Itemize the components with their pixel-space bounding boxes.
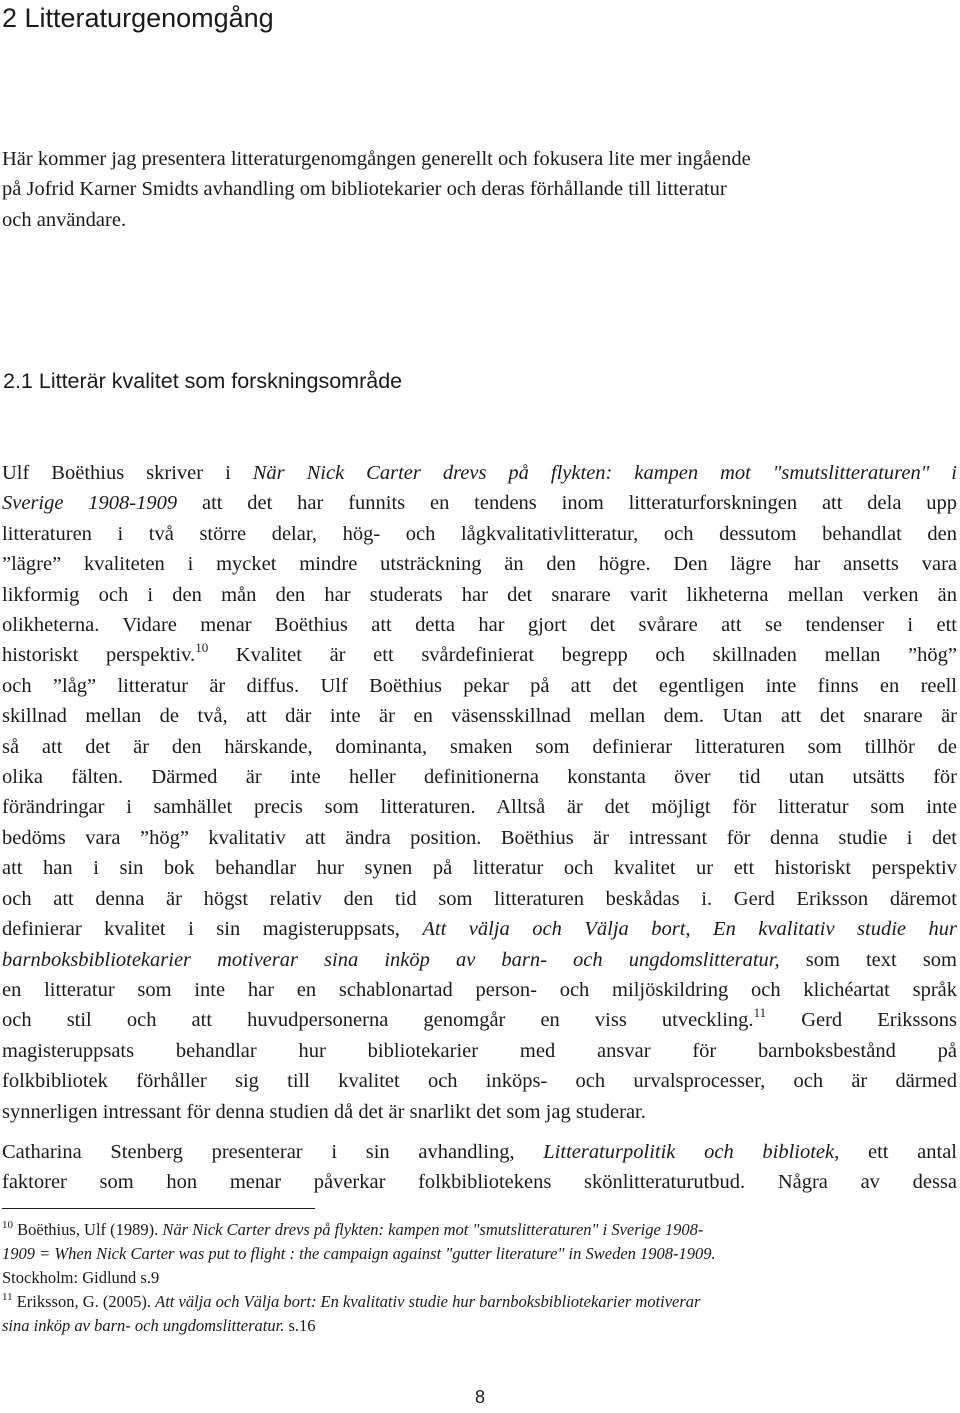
text-line: olika fälten. Därmed är inte heller definitionerna konstanta över tid utan utsätts för xyxy=(2,766,957,789)
body-paragraph-1 xyxy=(2,458,957,1127)
footnote-ref-10[interactable]: 10 xyxy=(195,640,209,656)
text-line: litteraturen i två större delar, hög- och lågkvalitativlitteratur, och dessutom behandlat den xyxy=(2,522,957,545)
intro-paragraph xyxy=(2,144,957,235)
text-line: och stil och att huvudpersonerna genomgår en viss utveckling.$^{11}$ Gerd Erikssons xyxy=(2,1005,957,1032)
text-line: förändringar i samhället precis som litteraturen. Alltså är det möjligt för litteratur som inte xyxy=(2,796,957,819)
text-line: Ulf Boëthius skriver i När Nick Carter drevs på flykten: kampen mot "smutslitteraturen" i xyxy=(2,462,958,484)
footnote-10-cont: 1909 = When Nick Carter was put to flight : the campaign against "gutter literature" in Sweden 1908-1909. xyxy=(2,1244,716,1263)
text-line: och att denna är högst relativ den tid som litteraturen beskådas i. Gerd Eriksson däremot xyxy=(2,887,957,910)
text-line: bedöms vara ”hög” kvalitativ att ändra position. Boëthius är intressant för denna studie i det xyxy=(2,826,957,849)
footnote-ref-11[interactable]: 11 xyxy=(753,1005,767,1021)
text-line: en litteratur som inte har en schablonartad person- och miljöskildring och klichéartat språk xyxy=(2,978,957,1001)
text-line: folkbibliotek förhåller sig till kvalitet och inköps- och urvalsprocesser, och är därmed xyxy=(2,1070,957,1093)
text-line: magisteruppsats behandlar hur bibliotekarier med ansvar för barnboksbestånd på xyxy=(2,1039,957,1062)
text-line: definierar kvalitet i sin magisteruppsats, Att välja och Välja bort, En kvalitativ studie hur xyxy=(2,918,957,941)
intro-line: på Jofrid Karner Smidts avhandling om bibliotekarier och deras förhållande till litteratur xyxy=(2,178,727,201)
body-paragraph-2 xyxy=(2,1137,957,1198)
text-line: ”lägre” kvaliteten i mycket mindre utsträckning än den högre. Den lägre har ansetts vara xyxy=(2,553,957,576)
text-line: Sverige 1908-1909 att det har funnits en tendens inom litteraturforskningen att dela upp xyxy=(2,492,958,515)
intro-line: Här kommer jag presentera litteraturgenomgången generellt och fokusera lite mer ingående xyxy=(2,148,751,170)
section-heading: 2.1 Litterär kvalitet som forskningsområde xyxy=(3,369,403,393)
text-line: faktorer som hon menar påverkar folkbibliotekens skönlitteraturutbud. Några av dessa xyxy=(2,1171,957,1194)
text-line: så att det är den härskande, dominanta, smaken som definierar litteraturen som tillhör de xyxy=(2,735,957,758)
footnote-11: $^{11}$ Eriksson, G. (2005). Att välja och Välja bort: En kvalitativ studie hur barnboksbibliotekarier motiverar xyxy=(2,1291,701,1311)
text-line: Catharina Stenberg presenterar i sin avhandling, Litteraturpolitik och bibliotek, ett antal xyxy=(2,1141,957,1163)
footnote-11-cont: sina inköp av barn- och ungdomslitteratur. s.16 xyxy=(2,1316,316,1335)
text-line: synnerligen intressant för denna studien då det är snarlikt det som jag studerar. xyxy=(2,1100,646,1123)
text-line: olikheterna. Vidare menar Boëthius att detta har gjort det svårare att se tendenser i ett xyxy=(2,614,957,637)
text-line: historiskt perspektiv.$^{10}$ Kvalitet är ett svårdefinierat begrepp och skillnaden mellan ”hög” xyxy=(2,640,957,667)
text-line: barnboksbibliotekarier motiverar sina inköp av barn- och ungdomslitteratur, som text som xyxy=(2,948,957,971)
footnote-10-cont: Stockholm: Gidlund s.9 xyxy=(2,1268,160,1287)
chapter-heading: 2 Litteraturgenomgång xyxy=(2,3,274,33)
text-line: att han i sin bok behandlar hur synen på litteratur och kvalitet ur ett historiskt perspektiv xyxy=(2,857,957,880)
intro-line: och användare. xyxy=(2,208,127,231)
text-line: likformig och i den mån den har studerats har det snarare varit likheterna mellan verken än xyxy=(2,583,957,606)
footnotes xyxy=(2,1218,957,1338)
footnote-separator xyxy=(2,1208,315,1209)
footnote-10: $^{10}$ Boëthius, Ulf (1989). När Nick Carter drevs på flykten: kampen mot "smutslitteraturen" i Sverige 1908- xyxy=(2,1219,704,1239)
text-line: skillnad mellan de två, att där inte är en väsensskillnad mellan dem. Utan att det snarare är xyxy=(2,705,957,728)
page-number: 8 xyxy=(474,1387,485,1407)
text-line: och ”låg” litteratur är diffus. Ulf Boëthius pekar på att det egentligen inte finns en reell xyxy=(2,674,957,697)
